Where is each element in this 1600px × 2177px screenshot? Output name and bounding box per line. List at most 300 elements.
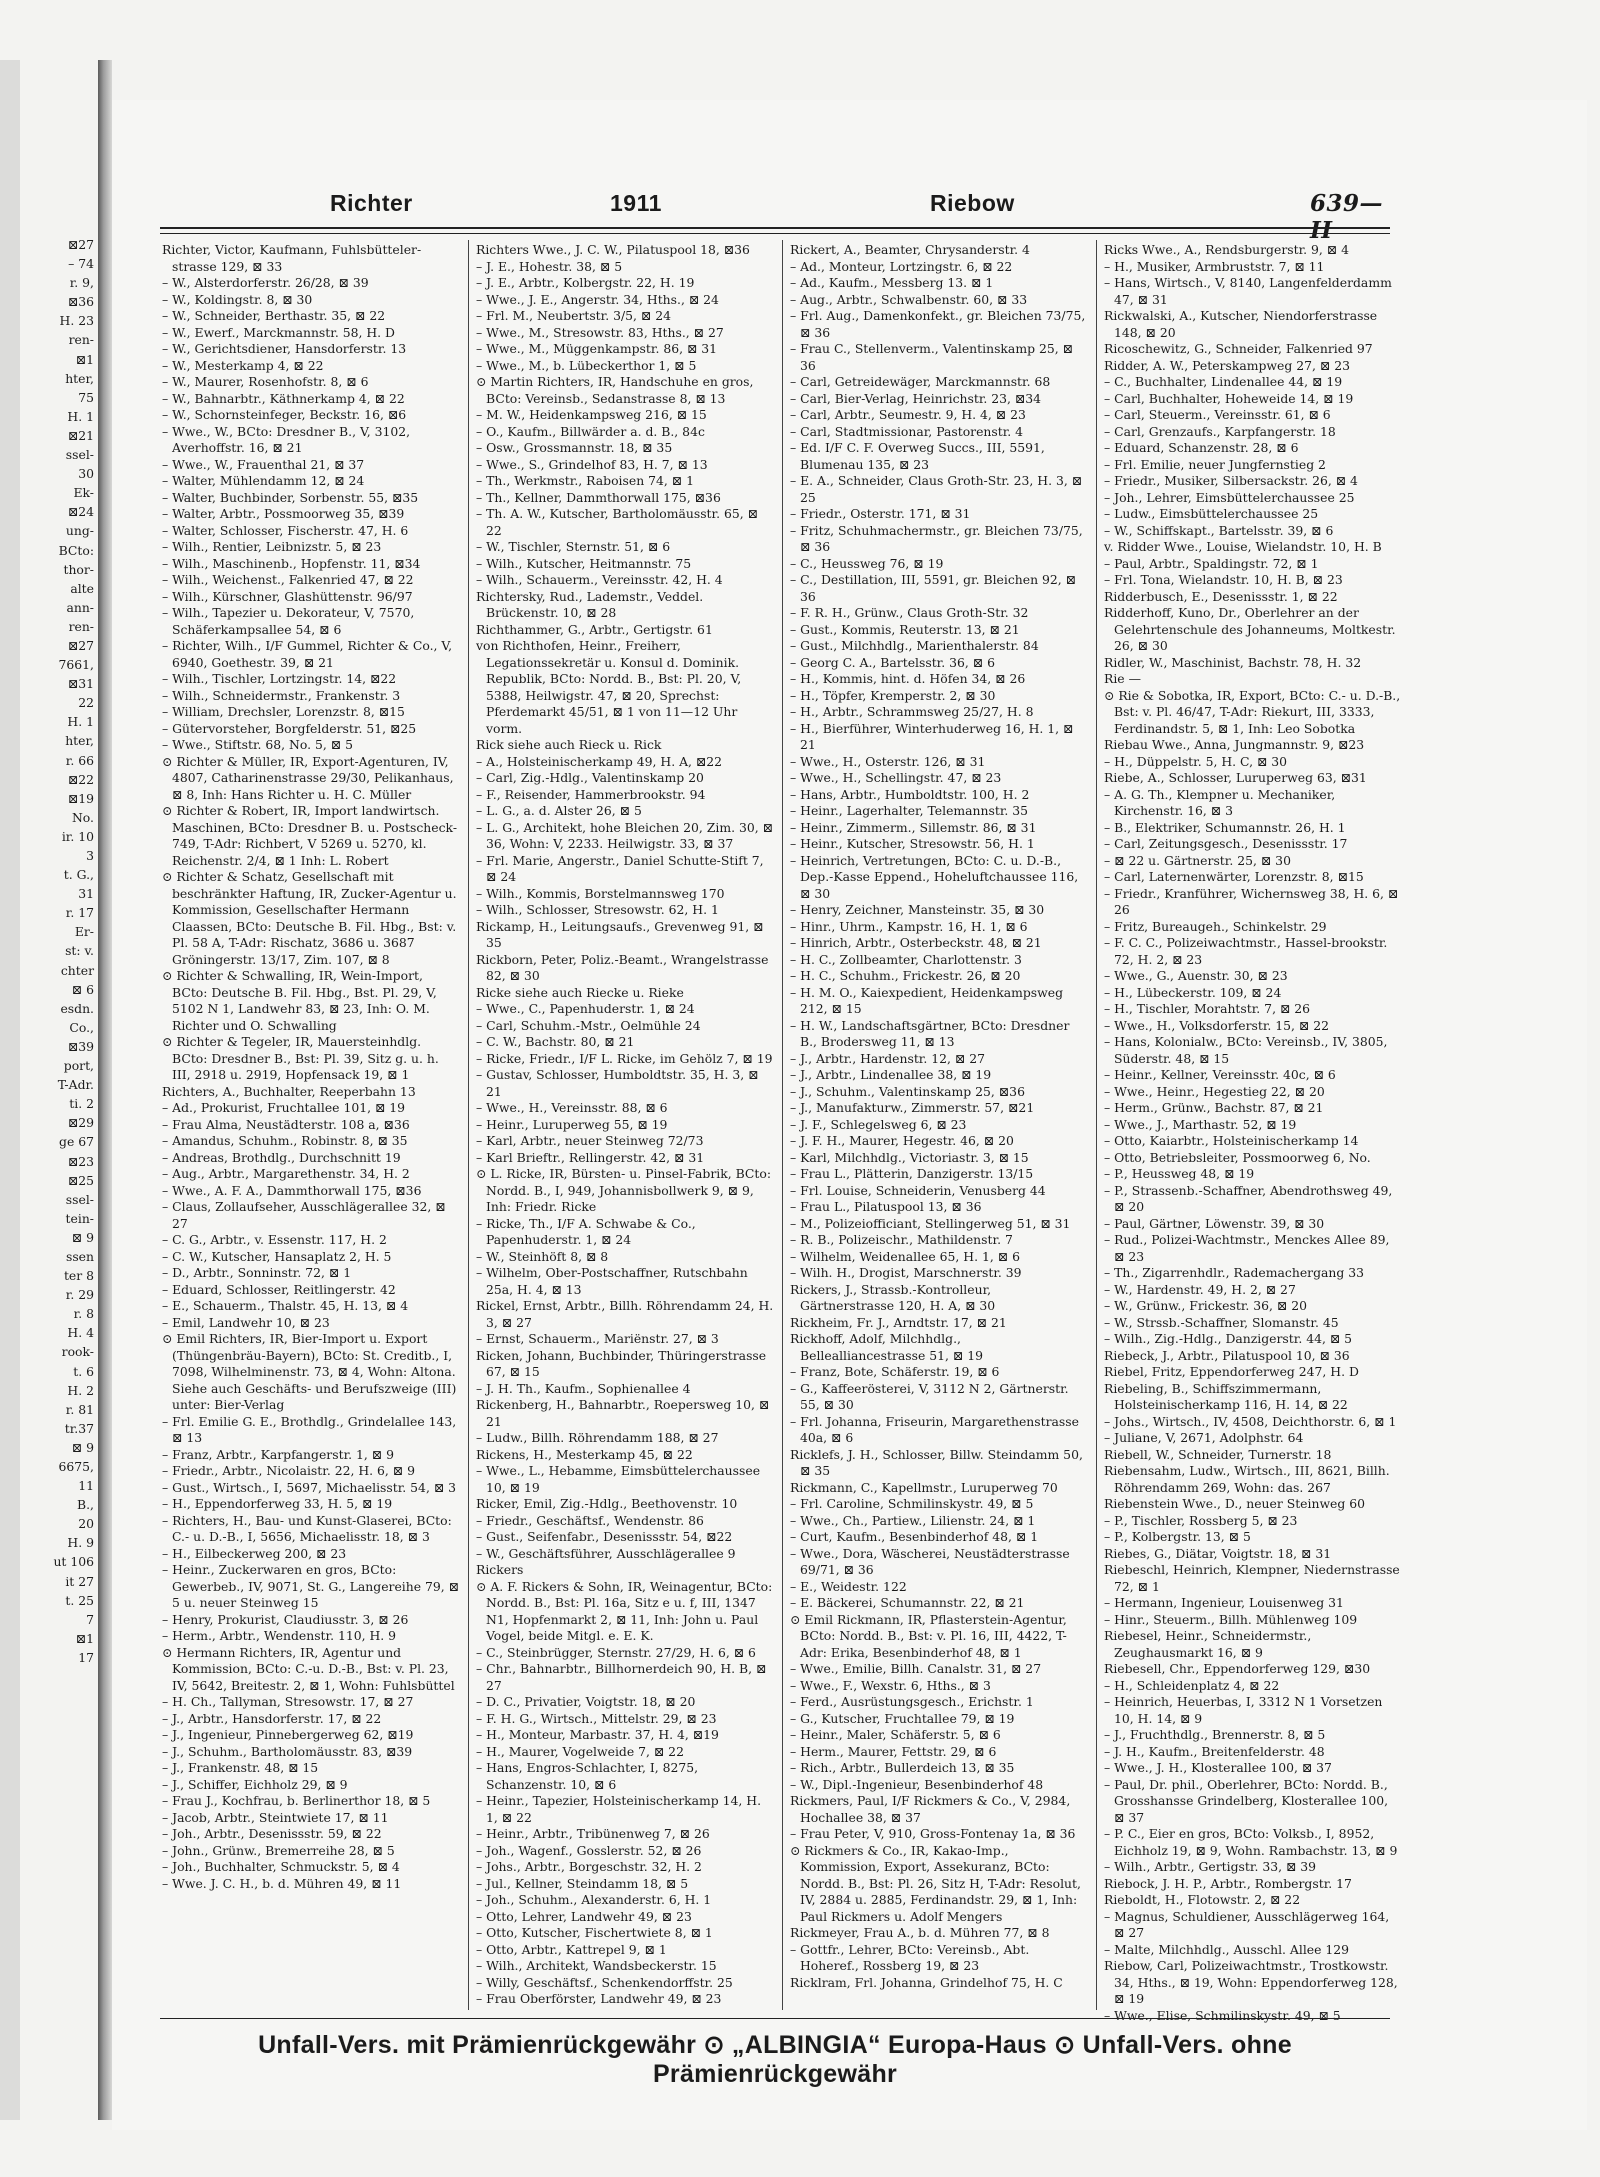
left-fragment-line: 75	[78, 389, 94, 405]
directory-entry: – Otto, Betriebsleiter, Possmoorweg 6, No.	[1104, 1149, 1371, 1165]
directory-entry: – M. W., Heidenkampsweg 216, ⊠ 15	[476, 407, 707, 422]
header-left-word: Richter	[330, 190, 413, 216]
header-year: 1911	[610, 190, 662, 216]
left-page-fragment	[0, 235, 98, 2110]
directory-entry: – Joh., Schuhm., Alexanderstr. 6, H. 1	[476, 1892, 712, 1907]
directory-entry: Ridderbusch, E., Desenissstr. 1, ⊠ 22	[1104, 588, 1338, 604]
directory-entry: – J. E., Arbtr., Kolbergstr. 22, H. 19	[476, 275, 695, 290]
left-fragment-line: H. 1	[67, 408, 94, 424]
directory-entry: Riebesel, Heinr., Schneidermstr., Zeughausmarkt 16, ⊠ 9	[1104, 1628, 1312, 1660]
directory-entry: – Heinr., Tapezier, Holsteinischerkamp 14, H. 1, ⊠ 22	[476, 1793, 762, 1825]
directory-entry: – Emil, Landwehr 10, ⊠ 23	[162, 1314, 330, 1330]
left-fragment-line: ir. 10	[61, 828, 94, 844]
directory-entry: – H. C., Schuhm., Frickestr. 26, ⊠ 20	[790, 968, 1021, 983]
directory-entry: – H., Töpfer, Kremperstr. 2, ⊠ 30	[790, 687, 996, 703]
left-fragment-line: ⊠ 9	[71, 1439, 94, 1455]
left-fragment-line: 22	[78, 695, 94, 711]
directory-entry: Riebeck, J., Arbtr., Pilatuspool 10, ⊠ 36	[1104, 1347, 1350, 1363]
directory-entry: Rickwalski, A., Kutscher, Niendorferstrasse 148, ⊠ 20	[1104, 308, 1378, 340]
directory-entry: ⊙ Emil Richters, IR, Bier-Import u. Export (Thüngenbräu-Bayern), BCto: St. Creditb., I, 7098, Wilhelminenstr. 73, ⊠ 4, Wohn: Altona. Siehe auch Geschäfts- und Berufszweige (III) unter: Bier-Verlag	[162, 1331, 457, 1412]
directory-entry: – C. W., Kutscher, Hansaplatz 2, H. 5	[162, 1248, 392, 1264]
directory-entry: – Gust., Wirtsch., I, 5697, Michaelisstr. 54, ⊠ 3	[162, 1479, 457, 1495]
directory-entry: Riebow, Carl, Polizeiwachtmstr., Trostkowstr. 34, Hths., ⊠ 19, Wohn: Eppendorferweg 128, ⊠ 19	[1104, 1958, 1398, 2006]
directory-entry: – Friedr., Kranführer, Wichernsweg 38, H. 6, ⊠ 26	[1104, 885, 1399, 917]
directory-entry: – Otto, Lehrer, Landwehr 49, ⊠ 23	[476, 1908, 692, 1924]
directory-entry: Ridler, W., Maschinist, Bachstr. 78, H. 32	[1104, 654, 1362, 670]
directory-entry: – Claus, Zollaufseher, Ausschlägerallee 32, ⊠ 27	[162, 1199, 446, 1231]
directory-entry: ⊙ Hermann Richters, IR, Agentur und Kommission, BCto: C.-u. D.-B., Bst: v. Pl. 23, IV, 5642, Breitestr. 2, ⊠ 1, Wohn: Fuhlsbüttel	[162, 1644, 455, 1693]
directory-entry: – H., Eppendorferweg 33, H. 5, ⊠ 19	[162, 1496, 393, 1511]
directory-entry: – H., Monteur, Marbastr. 37, H. 4, ⊠19	[476, 1727, 719, 1742]
directory-entry: – Wilh., Rentier, Leibnizstr. 5, ⊠ 23	[162, 539, 382, 554]
directory-entry: Riebesell, Chr., Eppendorferweg 129, ⊠30	[1104, 1661, 1371, 1676]
directory-entry: – J. H. Th., Kaufm., Sophienallee 4	[476, 1380, 691, 1396]
page-number: 639—II	[1310, 190, 1384, 244]
directory-entry: – Wwe., W., BCto: Dresdner B., V, 3102, Averhoffstr. 16, ⊠ 21	[162, 423, 411, 455]
directory-entry: – Gottfr., Lehrer, BCto: Vereinsb., Abt. Hoheref., Rossberg 19, ⊠ 23	[790, 1941, 1030, 1973]
directory-entry: – M., Polizeiofficiant, Stellingerweg 51, ⊠ 31	[790, 1215, 1071, 1231]
directory-entry: – Richters, H., Bau- und Kunst-Glaserei, BCto: C.- u. D.-B., I, 5656, Michaelisstr. 18, ⊠ 3	[162, 1512, 452, 1544]
left-fragment-line: Ek-	[73, 485, 94, 501]
left-fragment-line: – 74	[68, 256, 94, 272]
left-fragment-line: 7661,	[58, 657, 94, 673]
directory-entry: Rickers	[476, 1562, 524, 1577]
directory-entry: – J., Manufakturw., Zimmerstr. 57, ⊠21	[790, 1100, 1035, 1115]
directory-entry: – Wilh. H., Drogist, Marschnerstr. 39	[790, 1265, 1022, 1280]
directory-entry: – Herm., Arbtr., Wendenstr. 110, H. 9	[162, 1628, 397, 1643]
left-fragment-line: ⊠25	[67, 1172, 94, 1188]
directory-entry: – Aug., Arbtr., Margarethenstr. 34, H. 2	[162, 1166, 410, 1181]
directory-entry: – Ad., Monteur, Lortzingstr. 6, ⊠ 22	[790, 258, 1013, 274]
directory-entry: – Frl. M., Neubertstr. 3/5, ⊠ 24	[476, 308, 672, 323]
directory-entry: – Wilhelm, Ober-Postschaffner, Rutschbahn 25a, H. 4, ⊠ 13	[476, 1265, 748, 1297]
directory-entry: – W., Bahnarbtr., Käthnerkamp 4, ⊠ 22	[162, 390, 405, 406]
directory-entry: – H., Lübeckerstr. 109, ⊠ 24	[1104, 984, 1282, 1000]
directory-entry: – Frau Oberförster, Landwehr 49, ⊠ 23	[476, 1991, 722, 2006]
left-fragment-line: tr.37	[64, 1420, 94, 1436]
directory-entry: – Walter, Arbtr., Possmoorweg 35, ⊠39	[162, 506, 405, 521]
directory-entry: – Otto, Arbtr., Kattrepel 9, ⊠ 1	[476, 1941, 667, 1957]
left-fragment-line: esdn.	[60, 1000, 94, 1016]
directory-entry: v. Ridder Wwe., Louise, Wielandstr. 10, H. B	[1104, 539, 1382, 554]
directory-entry: Riebe, A., Schlosser, Luruperweg 63, ⊠31	[1104, 770, 1367, 785]
left-fragment-line: ⊠19	[67, 790, 94, 806]
directory-entry: – Wwe., J. H., Klosterallee 100, ⊠ 37	[1104, 1760, 1332, 1775]
directory-entry: Rickert, A., Beamter, Chrysanderstr. 4	[790, 242, 1030, 257]
left-fragment-line: r. 17	[65, 905, 94, 921]
directory-entry: – Henry, Prokurist, Claudiusstr. 3, ⊠ 26	[162, 1611, 409, 1627]
directory-entry: – Curt, Kaufm., Besenbinderhof 48, ⊠ 1	[790, 1529, 1039, 1544]
directory-entry: – C. W., Bachstr. 80, ⊠ 21	[476, 1034, 635, 1049]
directory-entry: – Frl. Caroline, Schmilinskystr. 49, ⊠ 5	[790, 1496, 1034, 1511]
directory-entry: – Wwe., W., Frauenthal 21, ⊠ 37	[162, 456, 365, 472]
left-fragment-line: ssel-	[65, 447, 94, 463]
directory-entry: – Friedr., Arbtr., Nicolaistr. 22, H. 6, ⊠ 9	[162, 1463, 416, 1478]
directory-entry: – H., Schleidenplatz 4, ⊠ 22	[1104, 1677, 1280, 1693]
directory-entry: – Ad., Prokurist, Fruchtallee 101, ⊠ 19	[162, 1100, 406, 1115]
directory-entry: – Karl, Arbtr., neuer Steinweg 72/73	[476, 1133, 704, 1148]
book-gutter	[98, 60, 112, 2120]
directory-entry: – Heinr., Kutscher, Stresowstr. 56, H. 1	[790, 836, 1035, 851]
directory-entry: – J., Schuhm., Bartholomäusstr. 83, ⊠39	[162, 1743, 413, 1759]
directory-entry: – Frau Alma, Neustädterstr. 108 a, ⊠36	[162, 1116, 410, 1132]
directory-entry: – Wwe., J., Marthastr. 52, ⊠ 19	[1104, 1116, 1297, 1132]
left-fragment-line: r. 8	[73, 1306, 94, 1322]
directory-entry: – L. G., Architekt, hohe Bleichen 20, Zim. 30, ⊠ 36, Wohn: V, 2233. Heilwigstr. 33, ⊠ 37	[476, 819, 774, 851]
directory-entry: ⊙ Richter & Robert, IR, Import landwirtsch. Maschinen, BCto: Dresdner B. u. Postscheck- 749, T-Adr: Richbert, V 5269 u. 5270, kl. Reichenstr. 2/4, ⊠ 1 Inh: L. Robert	[162, 803, 458, 868]
directory-entry: – Frl. Aug., Damenkonfekt., gr. Bleichen 73/75, ⊠ 36	[790, 308, 1086, 340]
directory-entry: – Wwe., Emilie, Billh. Canalstr. 31, ⊠ 27	[790, 1661, 1042, 1676]
left-fragment-line: ⊠24	[67, 504, 94, 520]
directory-entry: – Heinr., Lagerhalter, Telemannstr. 35	[790, 803, 1029, 818]
directory-entry: – Frl. Tona, Wielandstr. 10, H. B, ⊠ 23	[1104, 572, 1343, 587]
directory-entry: – H. W., Landschaftsgärtner, BCto: Dresdner B., Brodersweg 11, ⊠ 13	[790, 1017, 1070, 1049]
directory-entry: – J., Frankenstr. 48, ⊠ 15	[162, 1760, 319, 1775]
directory-entry: – Wilh., Schlosser, Stresowstr. 62, H. 1	[476, 902, 719, 917]
directory-entry: Ridder, A. W., Peterskampweg 27, ⊠ 23	[1104, 357, 1350, 373]
left-fragment-line: Er-	[74, 924, 94, 940]
directory-entry: Ricklram, Frl. Johanna, Grindelhof 75, H. C	[790, 1974, 1063, 1990]
directory-entry: – W., Grünw., Frickestr. 36, ⊠ 20	[1104, 1298, 1308, 1313]
directory-entry: Rickhoff, Adolf, Milchhdlg., Bellealliancestrasse 51, ⊠ 19	[790, 1331, 983, 1363]
directory-entry: – Fritz, Schuhmachermstr., gr. Bleichen 73/75, ⊠ 36	[790, 522, 1083, 554]
directory-entry: – Richter, Wilh., I/F Gummel, Richter & Co., V, 6940, Goethestr. 39, ⊠ 21	[162, 638, 453, 670]
directory-entry: – Wwe., J. E., Angerstr. 34, Hths., ⊠ 24	[476, 291, 719, 307]
directory-entry: – Georg C. A., Bartelsstr. 36, ⊠ 6	[790, 654, 995, 670]
directory-entry: Rickamp, H., Leitungsaufs., Grevenweg 91, ⊠ 35	[476, 918, 764, 950]
directory-entry: – Friedr., Osterstr. 171, ⊠ 31	[790, 506, 971, 521]
directory-entry: – Rich., Arbtr., Bullerdeich 13, ⊠ 35	[790, 1760, 1015, 1775]
running-head	[160, 190, 1390, 244]
directory-entry: – J., Arbtr., Hansdorferstr. 17, ⊠ 22	[162, 1710, 382, 1726]
directory-entry: – Ludw., Eimsbüttelerchaussee 25	[1104, 506, 1319, 521]
directory-entry: – Ricke, Friedr., I/F L. Ricke, im Gehölz 7, ⊠ 19	[476, 1050, 773, 1066]
directory-entry: – C., Buchhalter, Lindenallee 44, ⊠ 19	[1104, 374, 1343, 389]
left-fragment-line: ⊠27	[67, 237, 94, 252]
left-fragment-line: t. 6	[73, 1363, 94, 1379]
directory-entry: – Heinrich, Vertretungen, BCto: C. u. D.-B., Dep.-Kasse Eppend., Hoheluftchaussee 116, ⊠ 30	[790, 852, 1079, 901]
directory-entry: – Henry, Zeichner, Mansteinstr. 35, ⊠ 30	[790, 902, 1045, 917]
directory-entry: – Wwe., H., Schellingstr. 47, ⊠ 23	[790, 770, 1002, 785]
directory-entry: – C. G., Arbtr., v. Essenstr. 117, H. 2	[162, 1232, 387, 1247]
directory-entry: – Jul., Kellner, Steindamm 18, ⊠ 5	[476, 1875, 689, 1891]
directory-entry: – Wwe., C., Papenhuderstr. 1, ⊠ 24	[476, 1001, 695, 1016]
directory-entry: – F., Reisender, Hammerbrookstr. 94	[476, 786, 706, 802]
directory-entry: – Hinr., Uhrm., Kampstr. 16, H. 1, ⊠ 6	[790, 918, 1028, 934]
directory-entry: – Otto, Kutscher, Fischertwiete 8, ⊠ 1	[476, 1925, 713, 1940]
directory-column-3	[790, 242, 1088, 2007]
directory-entry: – H., Tischler, Morahtstr. 7, ⊠ 26	[1104, 1001, 1311, 1016]
directory-entry: – Hans, Engros-Schlachter, I, 8275, Schanzenstr. 10, ⊠ 6	[476, 1760, 699, 1792]
directory-entry: – Gustav, Schlosser, Humboldtstr. 35, H. 3, ⊠ 21	[476, 1067, 759, 1099]
directory-entry: – Hinrich, Arbtr., Osterbeckstr. 48, ⊠ 21	[790, 935, 1042, 950]
directory-entry: – Wwe., Elise, Schmilinskystr. 49, ⊠ 5	[1104, 2007, 1341, 2023]
left-fragment-line: H. 1	[67, 714, 94, 730]
directory-entry: – P., Heussweg 48, ⊠ 19	[1104, 1166, 1255, 1181]
directory-entry: – F. C. C., Polizeiwachtmstr., Hassel-brookstr. 72, H. 2, ⊠ 23	[1104, 935, 1388, 967]
header-rule-top	[160, 227, 1390, 229]
directory-entry: – Carl, Buchhalter, Hoheweide 14, ⊠ 19	[1104, 390, 1354, 406]
directory-entry: – Hermann, Ingenieur, Louisenweg 31	[1104, 1595, 1344, 1610]
left-fragment-line: st: v.	[65, 943, 94, 959]
directory-entry: – F. H. G., Wirtsch., Mittelstr. 29, ⊠ 23	[476, 1710, 717, 1726]
directory-entry: Ricklefs, J. H., Schlosser, Billw. Steindamm 50, ⊠ 35	[790, 1446, 1083, 1478]
left-fragment-line: t. 25	[65, 1592, 94, 1608]
directory-entry: – Th., Werkmstr., Raboisen 74, ⊠ 1	[476, 473, 694, 488]
directory-column-2	[476, 242, 774, 2007]
left-fragment-line: ge 67	[59, 1134, 94, 1150]
directory-entry: Richtersky, Rud., Lademstr., Veddel. Brückenstr. 10, ⊠ 28	[476, 588, 704, 620]
directory-entry: – Paul, Arbtr., Spaldingstr. 72, ⊠ 1	[1104, 555, 1319, 571]
directory-entry: – Frau L., Pilatuspool 13, ⊠ 36	[790, 1199, 982, 1214]
directory-entry: – Joh., Buchhalter, Schmuckstr. 5, ⊠ 4	[162, 1859, 400, 1874]
directory-entry: – Wilh., Weichenst., Falkenried 47, ⊠ 22	[162, 572, 414, 587]
directory-entry: – Wwe., Stiftstr. 68, No. 5, ⊠ 5	[162, 737, 353, 752]
directory-entry: – Wilh., Kürschner, Glashüttenstr. 96/97	[162, 588, 413, 604]
directory-entry: – Ed. I/F C. F. Overweg Succs., III, 5591, Blumenau 135, ⊠ 23	[790, 440, 1045, 472]
left-fragment-line: 20	[78, 1516, 94, 1532]
directory-entry: Richthammer, G., Arbtr., Gertigstr. 61	[476, 621, 713, 637]
directory-entry: – W., Koldingstr. 8, ⊠ 30	[162, 291, 313, 307]
directory-entry: Riebenstein Wwe., D., neuer Steinweg 60	[1104, 1496, 1366, 1511]
directory-entry: – W., Schornsteinfeger, Beckstr. 16, ⊠6	[162, 407, 407, 422]
left-fragment-line: ⊠ 9	[71, 1229, 94, 1245]
left-fragment-line: ren-	[68, 332, 94, 348]
directory-entry: – G., Kaffeerösterei, V, 3112 N 2, Gärtnerstr. 55, ⊠ 30	[790, 1380, 1069, 1412]
directory-entry: – Heinr., Arbtr., Tribünenweg 7, ⊠ 26	[476, 1826, 710, 1841]
left-fragment-line: 31	[78, 886, 94, 902]
directory-entry: – W., Mesterkamp 4, ⊠ 22	[162, 357, 324, 373]
left-fragment-line: alte	[70, 580, 94, 596]
directory-entry: – Th., Zigarrenhdlr., Rademachergang 33	[1104, 1265, 1365, 1280]
directory-entry: – Wilh., Zig.-Hdlg., Danzigerstr. 44, ⊠ 5	[1104, 1331, 1353, 1346]
left-fragment-line: H. 9	[67, 1535, 94, 1551]
directory-entry: – Andreas, Brothdlg., Durchschnitt 19	[162, 1149, 401, 1165]
left-fragment-line: ⊠21	[67, 427, 94, 443]
directory-entry: Ricken, Johann, Buchbinder, Thüringerstrasse 67, ⊠ 15	[476, 1347, 767, 1379]
directory-entry: Riebock, J. H. P., Arbtr., Rombergstr. 17	[1104, 1875, 1352, 1891]
directory-entry: – Ludw., Billh. Röhrendamm 188, ⊠ 27	[476, 1430, 719, 1445]
left-fragment-line: r. 9,	[69, 275, 94, 291]
directory-entry: – Hinr., Steuerm., Billh. Mühlenweg 109	[1104, 1611, 1358, 1627]
directory-entry: – Frau J., Kochfrau, b. Berlinerthor 18, ⊠ 5	[162, 1793, 431, 1808]
directory-entry: – Heinr., Zimmerm., Sillemstr. 86, ⊠ 31	[790, 819, 1037, 835]
directory-entry: – J., Schuhm., Valentinskamp 25, ⊠36	[790, 1083, 1025, 1099]
directory-entry: ⊙ L. Ricke, IR, Bürsten- u. Pinsel-Fabrik, BCto: Nordd. B., I, 949, Johannisbollwerk 9, ⊠ 9, Inh: Friedr. Ricke	[476, 1166, 772, 1214]
left-fragment-line: ⊠31	[67, 676, 94, 692]
directory-entry: – Franz, Bote, Schäferstr. 19, ⊠ 6	[790, 1364, 1000, 1379]
directory-entry: – Frl. Louise, Schneiderin, Venusberg 44	[790, 1182, 1046, 1198]
directory-entry: – Frau Peter, V, 910, Gross-Fontenay 1a, ⊠ 36	[790, 1826, 1076, 1841]
left-fragment-line: H. 2	[67, 1382, 94, 1398]
directory-entry: Rickers, J., Strassb.-Kontrolleur, Gärtnerstrasse 120, H. A, ⊠ 30	[790, 1281, 996, 1313]
directory-entry: – Ad., Kaufm., Messberg 13. ⊠ 1	[790, 275, 994, 290]
directory-entry: Rie —	[1104, 671, 1141, 686]
directory-entry: – W., Strssb.-Schaffner, Slomanstr. 45	[1104, 1314, 1339, 1330]
directory-entry: – Ricke, Th., I/F A. Schwabe & Co., Papenhuderstr. 1, ⊠ 24	[476, 1215, 696, 1247]
directory-entry: Rick siehe auch Rieck u. Rick	[476, 737, 662, 752]
directory-entry: – E. A., Schneider, Claus Groth-Str. 23, H. 3, ⊠ 25	[790, 473, 1083, 505]
directory-entry: – R. B., Polizeischr., Mathildenstr. 7	[790, 1232, 1013, 1247]
directory-entry: – Willy, Geschäftsf., Schenkendorffstr. 25	[476, 1974, 733, 1990]
directory-entry: Ricoschewitz, G., Schneider, Falkenried 97	[1104, 341, 1373, 356]
left-fragment-line: ⊠22	[67, 771, 94, 787]
directory-entry: – Gust., Seifenfabr., Desenissstr. 54, ⊠22	[476, 1529, 733, 1544]
left-fragment-line: ⊠27	[67, 637, 94, 653]
left-fragment-line: chter	[60, 962, 94, 978]
directory-entry: ⊙ Richter & Tegeler, IR, Mauersteinhdlg. BCto: Dresdner B., Bst: Pl. 39, Sitz g. u. h. III, 2918 u. 2919, Hopfensack 19, ⊠ 1	[162, 1034, 439, 1082]
left-fragment-line: ung-	[65, 523, 94, 539]
directory-entry: – Paul, Gärtner, Löwenstr. 39, ⊠ 30	[1104, 1215, 1325, 1231]
directory-entry: – J., Fruchthdlg., Brennerstr. 8, ⊠ 5	[1104, 1727, 1326, 1742]
left-fragment-line: 30	[78, 466, 94, 482]
directory-entry: – H., Kommis, hint. d. Höfen 34, ⊠ 26	[790, 671, 1026, 686]
directory-entry: – Wwe., H., Volksdorferstr. 15, ⊠ 22	[1104, 1017, 1330, 1033]
directory-entry: – Friedr., Musiker, Silbersackstr. 26, ⊠ 4	[1104, 473, 1358, 488]
directory-entry: – O., Kaufm., Billwärder a. d. B., 84c	[476, 423, 705, 439]
left-fragment-line: port,	[63, 1058, 94, 1074]
directory-entry: – John., Grünw., Bremerreihe 28, ⊠ 5	[162, 1842, 395, 1858]
directory-entry: Rickborn, Peter, Poliz.-Beamt., Wrangelstrasse 82, ⊠ 30	[476, 951, 769, 983]
directory-entry: – Juliane, V, 2671, Adolphstr. 64	[1104, 1430, 1304, 1445]
directory-entry: – J. F. H., Maurer, Hegestr. 46, ⊠ 20	[790, 1133, 1014, 1148]
directory-entry: – C., Steinbrügger, Sternstr. 27/29, H. 6, ⊠ 6	[476, 1644, 756, 1660]
left-fragment-line: ⊠ 6	[71, 981, 94, 997]
directory-entry: – Hans, Wirtsch., V, 8140, Langenfelderdamm 47, ⊠ 31	[1104, 275, 1392, 307]
directory-entry: Riebell, W., Schneider, Turnerstr. 18	[1104, 1446, 1332, 1462]
directory-entry: – Frau L., Plätterin, Danzigerstr. 13/15	[790, 1166, 1034, 1181]
directory-entry: – J., Ingenieur, Pinnebergerweg 62, ⊠19	[162, 1727, 414, 1742]
directory-entry: – W., Schiffskapt., Bartelsstr. 39, ⊠ 6	[1104, 522, 1334, 538]
directory-entry: – Carl, Arbtr., Seumestr. 9, H. 4, ⊠ 23	[790, 407, 1026, 422]
left-fragment-line: ti. 2	[69, 1096, 94, 1112]
directory-entry: Rickenberg, H., Bahnarbtr., Roepersweg 10, ⊠ 21	[476, 1397, 770, 1429]
directory-entry: – Joh., Lehrer, Eimsbüttelerchaussee 25	[1104, 489, 1355, 505]
directory-entry: – B., Elektriker, Schumannstr. 26, H. 1	[1104, 819, 1346, 835]
left-fragment-line: ut 106	[53, 1554, 94, 1570]
directory-entry: Rieboldt, H., Flotowstr. 2, ⊠ 22	[1104, 1892, 1301, 1907]
left-fragment-line: ⊠39	[67, 1038, 94, 1054]
directory-entry: – Herm., Maurer, Fettstr. 29, ⊠ 6	[790, 1743, 997, 1759]
directory-entry: Riebau Wwe., Anna, Jungmannstr. 9, ⊠23	[1104, 737, 1365, 752]
left-fragment-line: ⊠23	[67, 1153, 94, 1169]
left-fragment-line: tein-	[65, 1210, 94, 1226]
directory-entry: – Ernst, Schauerm., Mariënstr. 27, ⊠ 3	[476, 1331, 719, 1346]
directory-entry: – Chr., Bahnarbtr., Billhornerdeich 90, H. B, ⊠ 27	[476, 1661, 767, 1693]
directory-entry: – Johs., Wirtsch., IV, 4508, Deichthorstr. 6, ⊠ 1	[1104, 1413, 1397, 1429]
directory-entry: – Hans, Kolonialw., BCto: Vereinsb., IV, 3805, Süderstr. 48, ⊠ 15	[1104, 1034, 1388, 1066]
directory-entry: – E., Weidestr. 122	[790, 1578, 907, 1594]
directory-entry: – Rud., Polizei-Wachtmstr., Menckes Allee 89, ⊠ 23	[1104, 1232, 1390, 1264]
directory-entry: – A., Holsteinischerkamp 49, H. A, ⊠22	[476, 753, 723, 769]
directory-entry: – Hans, Arbtr., Humboldtstr. 100, H. 2	[790, 786, 1030, 802]
directory-entry: Rickmers, Paul, I/F Rickmers & Co., V, 2984, Hochallee 38, ⊠ 37	[790, 1793, 1071, 1825]
directory-entry: – Frl. Johanna, Friseurin, Margarethenstrasse 40a, ⊠ 6	[790, 1413, 1079, 1445]
directory-entry: – Frau C., Stellenverm., Valentinskamp 25, ⊠ 36	[790, 341, 1073, 373]
directory-entry: – W., Geschäftsführer, Ausschlägerallee 9	[476, 1545, 736, 1561]
directory-entry: – F. R. H., Grünw., Claus Groth-Str. 32	[790, 605, 1029, 620]
directory-entry: – Carl, Schuhm.-Mstr., Oelmühle 24	[476, 1017, 701, 1033]
directory-entry: – Karl, Milchhdlg., Victoriastr. 3, ⊠ 15	[790, 1149, 1029, 1165]
directory-entry: – Wilh., Schneidermstr., Frankenstr. 3	[162, 687, 401, 703]
left-fragment-line: ren-	[68, 618, 94, 634]
directory-entry: – Th., Kellner, Dammthorwall 175, ⊠36	[476, 489, 721, 505]
directory-entry: – Amandus, Schuhm., Robinstr. 8, ⊠ 35	[162, 1133, 408, 1148]
directory-entry: – Heinr., Luruperweg 55, ⊠ 19	[476, 1116, 668, 1132]
directory-entry: – Carl, Zig.-Hdlg., Valentinskamp 20	[476, 770, 704, 785]
directory-entry: – Wwe., Heinr., Hegestieg 22, ⊠ 20	[1104, 1083, 1325, 1099]
directory-entry: – H., Eilbeckerweg 200, ⊠ 23	[162, 1545, 347, 1561]
footer-advertisement: Unfall-Vers. mit Prämienrückgewähr ⊙ „ALBINGIA“ Europa-Haus ⊙ Unfall-Vers. ohne Prämienrückgewähr	[258, 2031, 1292, 2088]
directory-entry: – H. C., Zollbeamter, Charlottenstr. 3	[790, 951, 1022, 967]
directory-entry: – D. C., Privatier, Voigtstr. 18, ⊠ 20	[476, 1694, 696, 1709]
directory-entry: – H. Ch., Tallyman, Stresowstr. 17, ⊠ 27	[162, 1694, 414, 1709]
directory-entry: – Wwe. J. C. H., b. d. Mühren 49, ⊠ 11	[162, 1875, 402, 1891]
directory-entry: Riebeling, B., Schiffszimmermann, Holsteinischerkamp 116, H. 14, ⊠ 22	[1104, 1380, 1348, 1412]
directory-entry: – L. G., a. d. Alster 26, ⊠ 5	[476, 803, 642, 818]
left-fragment-line: H. 4	[67, 1325, 94, 1341]
directory-entry: – William, Drechsler, Lorenzstr. 8, ⊠15	[162, 704, 405, 719]
column-divider-1	[468, 240, 469, 2010]
directory-entry: – Wwe., H., Osterstr. 126, ⊠ 31	[790, 753, 986, 769]
directory-entry: – Wilhelm, Weidenallee 65, H. 1, ⊠ 6	[790, 1248, 1020, 1264]
directory-entry: – Aug., Arbtr., Schwalbenstr. 60, ⊠ 33	[790, 291, 1028, 307]
directory-entry: – Gütervorsteher, Borgfelderstr. 51, ⊠25	[162, 720, 417, 736]
directory-entry: – J., Schiffer, Eichholz 29, ⊠ 9	[162, 1776, 348, 1792]
directory-entry: – Frl. Emilie G. E., Brothdlg., Grindelallee 143, ⊠ 13	[162, 1413, 457, 1445]
directory-entry: – Carl, Getreidewäger, Marckmannstr. 68	[790, 374, 1051, 389]
directory-entry: – Johs., Arbtr., Borgeschstr. 32, H. 2	[476, 1859, 702, 1874]
directory-entry: – Karl Brieftr., Rellingerstr. 42, ⊠ 31	[476, 1149, 705, 1165]
directory-entry: – Wwe., M., Stresowstr. 83, Hths., ⊠ 27	[476, 324, 724, 340]
directory-entry: – Heinrich, Heuerbas, I, 3312 N 1 Vorsetzen 10, H. 14, ⊠ 9	[1104, 1694, 1383, 1726]
left-fragment-line: B.,	[77, 1497, 94, 1513]
directory-entry: – Osw., Grossmannstr. 18, ⊠ 35	[476, 440, 673, 455]
left-fragment-line: r. 81	[65, 1401, 94, 1417]
directory-entry: – W., Ewerf., Marckmannstr. 58, H. D	[162, 324, 395, 340]
directory-entry: – J., Arbtr., Lindenallee 38, ⊠ 19	[790, 1067, 992, 1082]
left-fragment-line: 3	[86, 848, 94, 863]
directory-entry: – Magnus, Schuldiener, Ausschlägerweg 164, ⊠ 27	[1104, 1908, 1390, 1940]
directory-entry: Ridderhoff, Kuno, Dr., Oberlehrer an der Gelehrtenschule des Johanneums, Moltkestr. 26, ⊠ 30	[1104, 605, 1396, 653]
directory-entry: – Wilh., Architekt, Wandsbeckerstr. 15	[476, 1958, 717, 1973]
directory-entry: ⊙ Martin Richters, IR, Handschuhe en gros, BCto: Vereinsb., Sedanstrasse 8, ⊠ 13	[476, 374, 754, 406]
directory-entry: Ricke siehe auch Riecke u. Rieke	[476, 984, 684, 1000]
directory-entry: – Wilh., Kommis, Borstelmannsweg 170	[476, 885, 725, 901]
directory-entry: – Herm., Grünw., Bachstr. 87, ⊠ 21	[1104, 1100, 1324, 1115]
directory-entry: – Wilh., Tapezier u. Dekorateur, V, 7570, Schäferkampsallee 54, ⊠ 6	[162, 605, 415, 637]
directory-entry: Riebes, G., Diätar, Voigtstr. 18, ⊠ 31	[1104, 1545, 1332, 1561]
left-fragment-line: Co.,	[69, 1019, 94, 1035]
directory-entry: – Wilh., Arbtr., Gertigstr. 33, ⊠ 39	[1104, 1859, 1317, 1874]
directory-entry: – Otto, Kaiarbtr., Holsteinischerkamp 14	[1104, 1133, 1359, 1148]
directory-entry: – Wwe., F., Wexstr. 6, Hths., ⊠ 3	[790, 1677, 991, 1693]
directory-entry: – W., Dipl.-Ingenieur, Besenbinderhof 48	[790, 1776, 1044, 1792]
directory-entry: – Gust., Kommis, Reuterstr. 13, ⊠ 21	[790, 621, 1020, 637]
footer-rule	[160, 2018, 1390, 2019]
left-fragment-line: 7	[86, 1611, 94, 1627]
directory-column-4	[1104, 242, 1402, 2023]
directory-entry: – Wwe., Ch., Partiew., Lilienstr. 24, ⊠ 1	[790, 1512, 1036, 1528]
directory-entry: – Wilh., Maschinenb., Hopfenstr. 11, ⊠34	[162, 555, 421, 571]
directory-entry: von Richthofen, Heinr., Freiherr, Legationssekretär u. Konsul d. Dominik. Republik, BCto: Nordd. B., Bst: Pl. 20, V, 5388, Heilwigstr. 47, ⊠ 20, Sprechst: Pferdemarkt 45/51, ⊠ 1 von 11—12 Uhr vorm.	[476, 638, 742, 736]
directory-entry: – ⊠ 22 u. Gärtnerstr. 25, ⊠ 30	[1104, 852, 1291, 868]
left-fragment-line: ssel-	[65, 1191, 94, 1207]
directory-entry: Riebeschl, Heinrich, Klempner, Niedernstrasse 72, ⊠ 1	[1104, 1562, 1400, 1594]
directory-entry: – Malte, Milchhdlg., Ausschl. Allee 129	[1104, 1941, 1350, 1957]
left-fragment-line: ann-	[66, 599, 94, 615]
directory-entry: – Walter, Mühlendamm 12, ⊠ 24	[162, 473, 365, 488]
